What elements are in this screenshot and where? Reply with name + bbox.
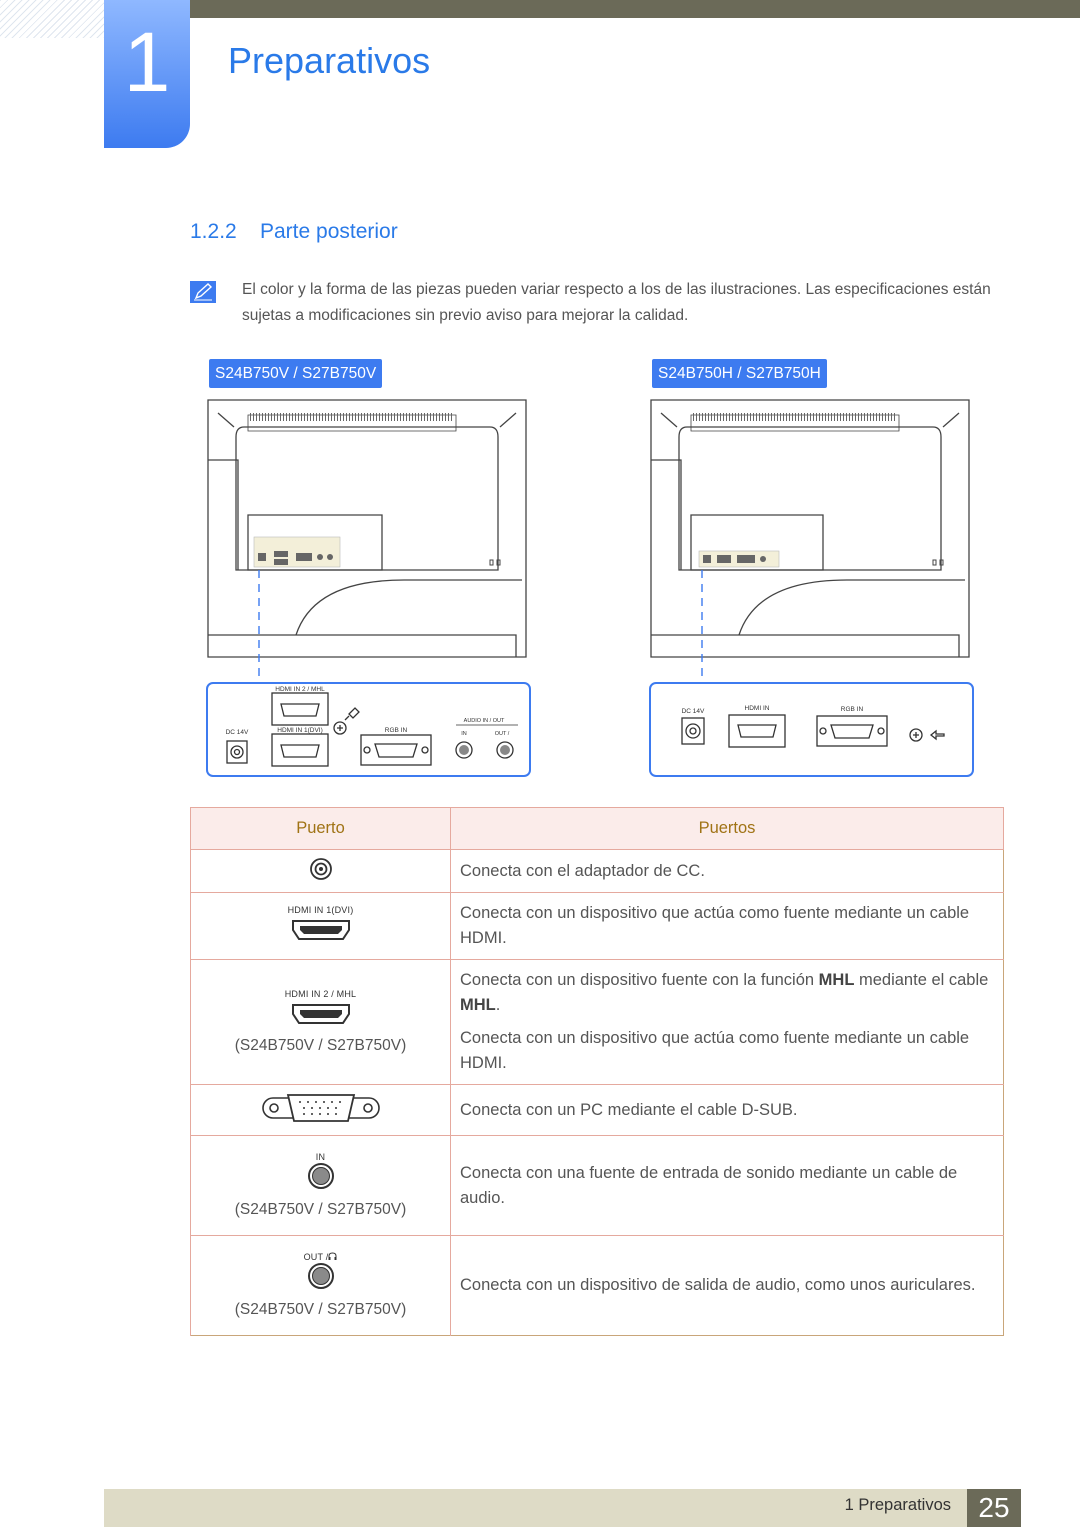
column-header-description: Puertos — [451, 808, 1004, 850]
section-heading — [190, 220, 398, 244]
footer-chapter-label: 1 Preparativos — [844, 1496, 951, 1514]
label-audio-in: IN — [461, 731, 467, 737]
dc-port-cell — [191, 850, 451, 893]
hdmi2-port-cell — [191, 960, 451, 1085]
hdmi1-port-description: Conecta con un dispositivo que actúa como fuente mediante un cable HDMI. — [451, 893, 1004, 960]
audio-out-jack-icon — [307, 1262, 335, 1290]
chapter-number-tab: 1 — [104, 0, 190, 148]
audio-in-port-cell — [191, 1136, 451, 1236]
audio-out-port-cell — [191, 1236, 451, 1336]
rear-view-diagram-h-models — [647, 395, 977, 783]
dc-port-description: Conecta con el adaptador de CC. — [451, 850, 1004, 893]
label-hdmi-right: HDMI IN — [744, 705, 770, 712]
header-band — [190, 0, 1080, 18]
table-row — [191, 850, 1004, 893]
chapter-title: Preparativos — [228, 40, 431, 81]
hdmi-port-icon — [290, 918, 352, 942]
column-header-port: Puerto — [191, 808, 451, 850]
audio-out-port-description: Conecta con un dispositivo de salida de audio, como unos auriculares. — [451, 1236, 1004, 1336]
model-label-left: S24B750V / S27B750V — [209, 359, 382, 388]
model-label-right: S24B750H / S27B750H — [652, 359, 827, 388]
page-number: 25 — [967, 1489, 1021, 1527]
dc-power-port-icon — [309, 857, 333, 881]
hdmi2-mhl-description: Conecta con un dispositivo fuente con la función MHL mediante el cable MHL. — [460, 971, 989, 1014]
rear-view-diagram-v-models — [204, 395, 534, 783]
audio-in-jack-icon — [307, 1162, 335, 1190]
section-title: Parte posterior — [260, 220, 398, 243]
hdmi2-hdmi-description: Conecta con un dispositivo que actúa como fuente mediante un cable HDMI. — [460, 1029, 970, 1072]
table-row — [191, 1085, 1004, 1136]
label-dc-right: DC 14V — [681, 708, 705, 715]
note-text: El color y la forma de las piezas pueden variar respecto a los de las ilustraciones. Las especificaciones están sujetas a modificaciones sin previo aviso para mejorar la calidad. — [242, 281, 991, 324]
audio-out-port-label: OUT / — [191, 1252, 450, 1262]
audio-in-port-description: Conecta con una fuente de entrada de sonido mediante un cable de audio. — [451, 1136, 1004, 1236]
headphone-icon — [328, 1252, 337, 1260]
audio-out-model-note: (S24B750V / S27B750V) — [234, 1301, 407, 1318]
hdmi2-model-note: (S24B750V / S27B750V) — [234, 1037, 407, 1054]
label-rgb: RGB IN — [384, 727, 408, 734]
label-audio-out: OUT / — [494, 731, 510, 737]
label-hdmi2: HDMI IN 2 / MHL — [275, 686, 325, 693]
label-dc: DC 14V — [225, 729, 249, 736]
table-header-row — [191, 808, 1004, 850]
d-sub-port-icon — [262, 1093, 380, 1123]
audio-in-port-label: IN — [315, 1152, 326, 1162]
hdmi1-port-cell — [191, 893, 451, 960]
rgb-port-cell — [191, 1085, 451, 1136]
hdmi2-port-label: HDMI IN 2 / MHL — [284, 989, 357, 999]
table-row — [191, 1236, 1004, 1336]
table-row — [191, 893, 1004, 960]
hdmi2-port-description — [451, 960, 1004, 1085]
note-icon — [190, 281, 216, 303]
header-hatch-decoration — [0, 0, 104, 38]
section-number: 1.2.2 — [190, 220, 237, 243]
label-audio: AUDIO IN / OUT — [463, 718, 505, 724]
rgb-port-description: Conecta con un PC mediante el cable D-SUB. — [451, 1085, 1004, 1136]
ports-table — [190, 807, 1004, 1336]
label-hdmi1: HDMI IN 1(DVI) — [277, 727, 323, 734]
table-row — [191, 1136, 1004, 1236]
hdmi-mhl-port-icon — [290, 1002, 352, 1026]
table-row — [191, 960, 1004, 1085]
label-rgb-right: RGB IN — [840, 706, 864, 713]
hdmi1-port-label: HDMI IN 1(DVI) — [287, 905, 354, 915]
audio-in-model-note: (S24B750V / S27B750V) — [234, 1201, 407, 1218]
